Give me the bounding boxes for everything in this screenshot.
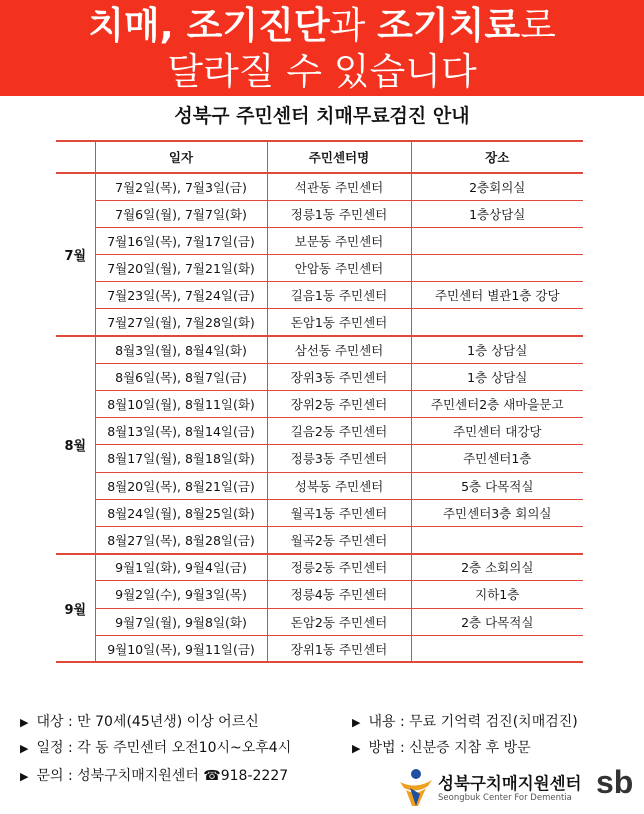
table-row [56,282,583,309]
arrow-icon: ▶ [352,716,361,729]
header-date: 일자 [95,141,267,173]
place-cell: 2층회의실 [411,173,583,200]
table-row [56,309,583,336]
place-cell: 주민센터1층 [411,445,583,472]
month-block [56,173,583,336]
date-cell: 8월13일(목), 8월14일(금) [95,418,267,445]
center-cell: 장위3동 주민센터 [267,363,411,390]
place-cell: 1층 상담실 [411,336,583,363]
table-row [56,526,583,553]
info-schedule-text: 일정 : 각 동 주민센터 오전10시~오후4시 [36,740,292,756]
headline-part-4: 로 [520,4,556,47]
center-logo-name: 성북구치매지원센터 [438,774,582,793]
headline-part-2: 과 [329,4,378,47]
center-cell: 석관동 주민센터 [267,173,411,200]
date-cell: 8월3일(월), 8월4일(화) [95,336,267,363]
place-cell: 주민센터3층 회의실 [411,499,583,526]
header-place: 장소 [411,141,583,173]
place-cell: 주민센터 별관1층 강당 [411,282,583,309]
table-row [56,336,583,363]
headline-banner [0,0,644,96]
place-cell: 5층 다목적실 [411,472,583,499]
arrow-icon: ▶ [20,742,29,755]
date-cell: 8월24일(월), 8월25일(화) [95,499,267,526]
info-content-text: 내용 : 무료 기억력 검진(치매검진) [368,714,578,730]
center-cell: 정릉3동 주민센터 [267,445,411,472]
table-row [56,418,583,445]
month-label: 7월 [56,173,95,336]
center-cell: 돈암1동 주민센터 [267,309,411,336]
arrow-icon: ▶ [20,770,29,783]
headline-part-1: 치매, 조기진단 [88,4,330,47]
arrow-icon: ▶ [352,742,361,755]
place-cell: 2층 소회의실 [411,554,583,581]
month-label: 8월 [56,336,95,554]
date-cell: 7월2일(목), 7월3일(금) [95,173,267,200]
table-row [56,499,583,526]
table-row [56,173,583,200]
table-row [56,255,583,282]
date-cell: 8월17일(월), 8월18일(화) [95,445,267,472]
center-logo-mark: sb [596,764,634,800]
date-cell: 7월6일(월), 7월7일(화) [95,200,267,227]
table-row [56,391,583,418]
date-cell: 7월27일(월), 7월28일(화) [95,309,267,336]
date-cell: 7월16일(목), 7월17일(금) [95,227,267,254]
center-cell: 길음1동 주민센터 [267,282,411,309]
table-row [56,445,583,472]
place-cell [411,635,583,662]
info-schedule [20,738,291,759]
center-cell: 장위1동 주민센터 [267,635,411,662]
schedule-table [56,140,583,663]
center-cell: 정릉4동 주민센터 [267,581,411,608]
date-cell: 9월2일(수), 9월3일(목) [95,581,267,608]
header-month [56,141,95,173]
place-cell: 1층상담실 [411,200,583,227]
center-logo-subtitle: Seongbuk Center For Dementia [438,793,572,803]
info-method [352,738,531,759]
headline-line-1 [0,4,644,48]
place-cell: 지하1층 [411,581,583,608]
month-block [56,554,583,663]
header-center: 주민센터명 [267,141,411,173]
date-cell: 7월20일(월), 7월21일(화) [95,255,267,282]
info-contact-text: 문의 : 성북구치매지원센터 ☎918-2227 [36,768,289,784]
month-block [56,336,583,554]
date-cell: 9월7일(월), 9월8일(화) [95,608,267,635]
headline-part-3: 조기치료 [377,4,521,47]
center-cell: 길음2동 주민센터 [267,418,411,445]
date-cell: 8월6일(목), 8월7일(금) [95,363,267,390]
center-cell: 돈암2동 주민센터 [267,608,411,635]
place-cell: 2층 다목적실 [411,608,583,635]
table-row [56,608,583,635]
date-cell: 9월10일(목), 9월11일(금) [95,635,267,662]
month-label: 9월 [56,554,95,663]
table-row [56,200,583,227]
info-target-text: 대상 : 만 70세(45년생) 이상 어르신 [36,714,259,730]
center-cell: 월곡1동 주민센터 [267,499,411,526]
place-cell: 주민센터 대강당 [411,418,583,445]
center-cell: 보문동 주민센터 [267,227,411,254]
info-method-text: 방법 : 신분증 지참 후 방문 [368,740,531,756]
center-cell: 삼선동 주민센터 [267,336,411,363]
page-title: 성북구 주민센터 치매무료검진 안내 [174,105,470,127]
table-row [56,472,583,499]
date-cell: 8월10일(월), 8월11일(화) [95,391,267,418]
center-cell: 월곡2동 주민센터 [267,526,411,553]
center-logo-icon [398,768,434,808]
arrow-icon: ▶ [20,716,29,729]
info-contact [20,766,288,787]
date-cell: 8월27일(목), 8월28일(금) [95,526,267,553]
place-cell: 1층 상담실 [411,363,583,390]
place-cell: 주민센터2층 새마을문고 [411,391,583,418]
date-cell: 9월1일(화), 9월4일(금) [95,554,267,581]
center-cell: 정릉2동 주민센터 [267,554,411,581]
date-cell: 8월20일(목), 8월21일(금) [95,472,267,499]
table-row [56,581,583,608]
table-row [56,635,583,662]
center-logo [398,766,638,810]
table-row [56,227,583,254]
table-row [56,554,583,581]
center-cell: 성북동 주민센터 [267,472,411,499]
place-cell [411,255,583,282]
place-cell [411,526,583,553]
info-target [20,712,259,733]
table-row [56,363,583,390]
table-header-row [56,141,583,173]
center-cell: 장위2동 주민센터 [267,391,411,418]
place-cell [411,227,583,254]
center-cell: 안암동 주민센터 [267,255,411,282]
info-content [352,712,578,733]
headline-line-2: 달라질 수 있습니다 [167,50,477,93]
center-cell: 정릉1동 주민센터 [267,200,411,227]
place-cell [411,309,583,336]
date-cell: 7월23일(목), 7월24일(금) [95,282,267,309]
